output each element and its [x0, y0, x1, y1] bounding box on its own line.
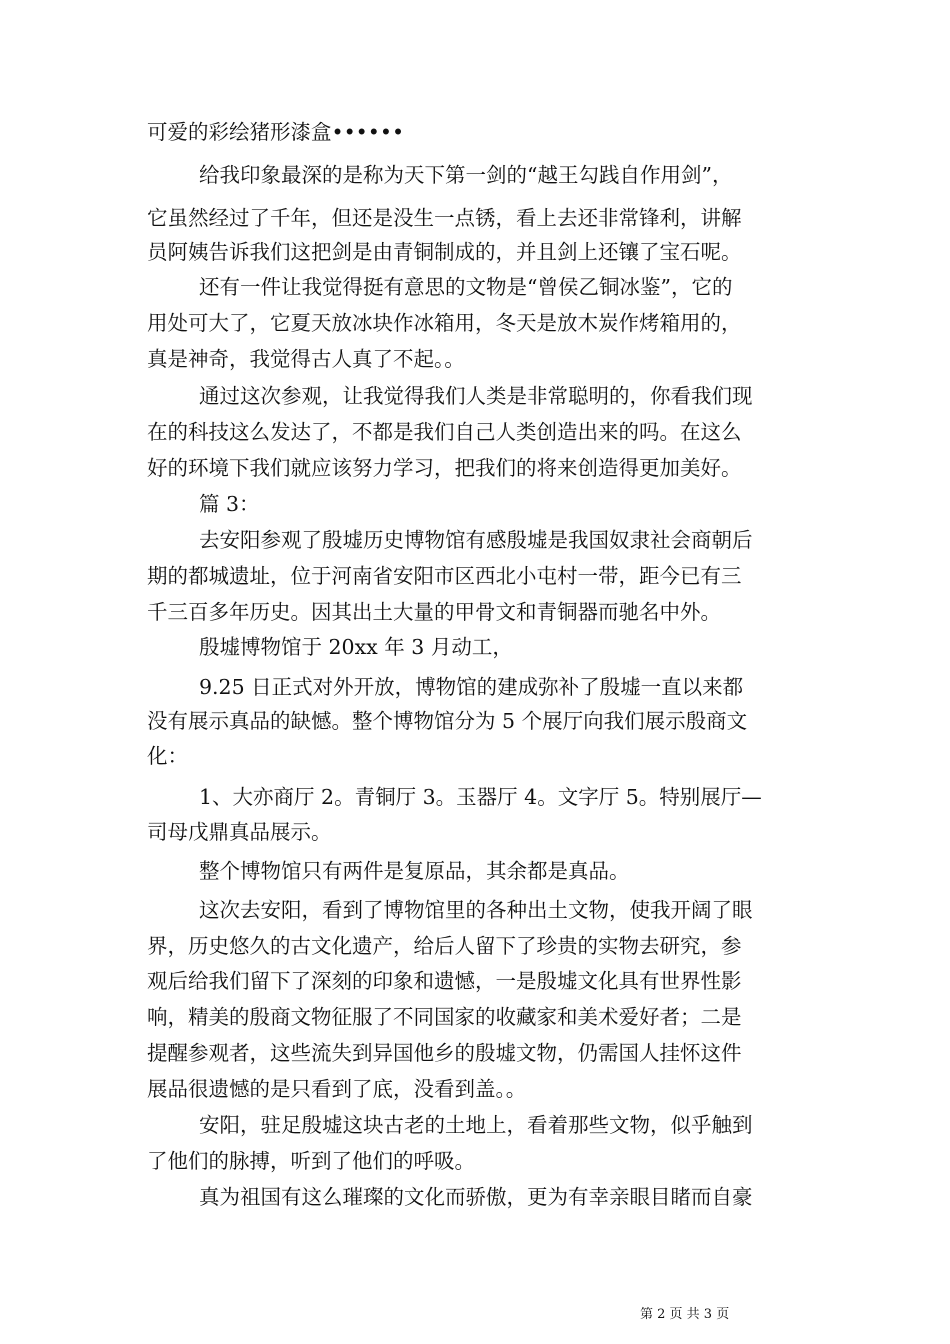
text-line: 殷墟博物馆于 20xx 年 3 月动工，	[199, 635, 513, 659]
text-line: 还有一件让我觉得挺有意思的文物是“曾侯乙铜冰鉴”，它的	[199, 275, 733, 299]
text-line: 9.25 日正式对外开放，博物馆的建成弥补了殷墟一直以来都	[199, 675, 744, 699]
text-line: 用处可大了，它夏天放冰块作冰箱用，冬天是放木炭作烤箱用的，	[147, 311, 742, 335]
text-line: 期的都城遗址，位于河南省安阳市区西北小屯村一带，距今已有三	[147, 564, 742, 588]
text-line: 去安阳参观了殷墟历史博物馆有感殷墟是我国奴隶社会商朝后	[199, 528, 753, 552]
text-line: 1、大亦商厅 2。青铜厅 3。玉器厅 4。文字厅 5。特别展厅—	[199, 785, 762, 809]
text-line: 好的环境下我们就应该努力学习，把我们的将来创造得更加美好。	[147, 456, 742, 480]
text-line: 了他们的脉搏，听到了他们的呼吸。	[147, 1149, 475, 1173]
text-line: 给我印象最深的是称为天下第一剑的“越王勾践自作用剑”，	[199, 163, 733, 187]
text-line: 员阿姨告诉我们这把剑是由青铜制成的，并且剑上还镶了宝石呢。	[147, 240, 742, 264]
text-line: 界，历史悠久的古文化遗产，给后人留下了珍贵的实物去研究，参	[147, 934, 742, 958]
text-line: 响，精美的殷商文物征服了不同国家的收藏家和美术爱好者；二是	[147, 1005, 742, 1029]
text-line: 没有展示真品的缺憾。整个博物馆分为 5 个展厅向我们展示殷商文	[147, 709, 748, 733]
text-line: 千三百多年历史。因其出土大量的甲骨文和青铜器而驰名中外。	[147, 600, 721, 624]
text-line: 观后给我们留下了深刻的印象和遗憾，一是殷墟文化具有世界性影	[147, 969, 742, 993]
text-line: 可爱的彩绘猪形漆盒••••••	[147, 120, 405, 144]
text-line: 化：	[147, 744, 188, 768]
text-line: 这次去安阳，看到了博物馆里的各种出土文物，使我开阔了眼	[199, 898, 753, 922]
text-line: 通过这次参观，让我觉得我们人类是非常聪明的，你看我们现	[199, 384, 753, 408]
text-line: 整个博物馆只有两件是复原品，其余都是真品。	[199, 859, 630, 883]
text-line: 提醒参观者，这些流失到异国他乡的殷墟文物，仍需国人挂怀这件	[147, 1041, 742, 1065]
text-line: 在的科技这么发达了，不都是我们自己人类创造出来的吗。在这么	[147, 420, 742, 444]
text-line: 安阳，驻足殷墟这块古老的土地上，看着那些文物，似乎触到	[199, 1113, 753, 1137]
text-line: 展品很遗憾的是只看到了底，没看到盖。。	[147, 1077, 527, 1101]
text-line: 真为祖国有这么璀璨的文化而骄傲，更为有幸亲眼目睹而自豪	[199, 1185, 753, 1209]
text-line: 它虽然经过了千年，但还是没生一点锈，看上去还非常锋利，讲解	[147, 206, 742, 230]
section-heading: 篇 3：	[199, 492, 260, 516]
text-line: 真是神奇，我觉得古人真了不起。。	[147, 347, 465, 371]
text-line: 司母戊鼎真品展示。	[147, 820, 332, 844]
page-number: 第 2 页 共 3 页	[640, 1307, 730, 1322]
